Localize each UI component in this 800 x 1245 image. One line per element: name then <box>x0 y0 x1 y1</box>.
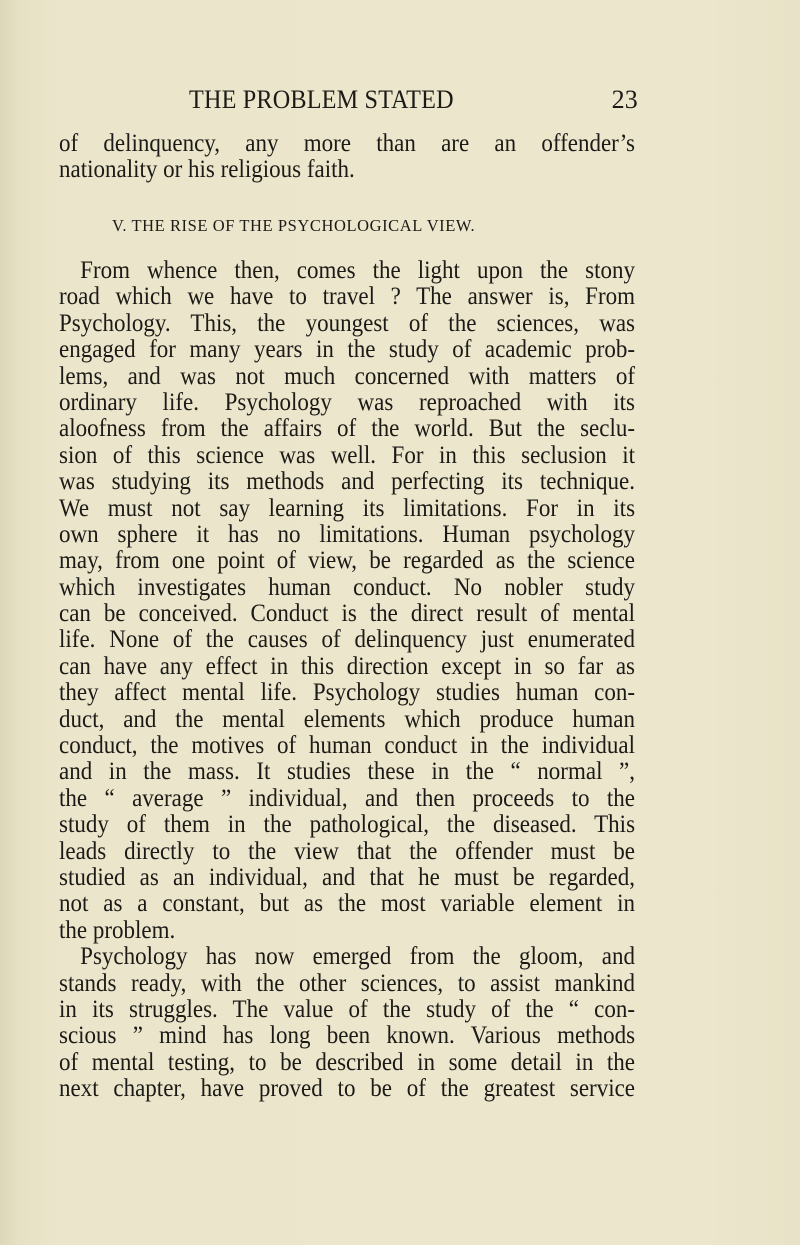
text-line: aloofness from the affairs of the world. But the seclu- <box>59 415 636 443</box>
text-line: We must not say learning its limitations. For in its <box>59 494 636 522</box>
page-number: 23 <box>611 85 638 114</box>
text-line: life. None of the causes of delinquency just enumerated <box>59 626 636 654</box>
text-line: own sphere it has no limitations. Human psychology <box>59 520 636 548</box>
text-line: they affect mental life. Psychology studies human con- <box>59 679 636 707</box>
text-line: the “ average ” individual, and then proceeds to the <box>59 784 636 812</box>
text-line: engaged for many years in the study of academic prob- <box>59 336 636 364</box>
paragraph-2 <box>59 944 635 1102</box>
text-line: can have any effect in this direction except in so far as <box>59 652 636 680</box>
text-line: leads directly to the view that the offender must be <box>59 837 636 865</box>
text-line: Psychology has now emerged from the gloom, and <box>80 943 636 971</box>
section-body <box>59 258 635 1103</box>
section-heading: V. THE RISE OF THE PSYCHOLOGICAL VIEW. <box>112 216 476 235</box>
text-line: road which we have to travel ? The answer is, From <box>59 283 636 311</box>
text-line: sion of this science was well. For in this seclusion it <box>59 441 636 469</box>
text-line: scious ” mind has long been known. Various methods <box>59 1022 636 1050</box>
text-line: not as a constant, but as the most variable element in <box>59 890 636 918</box>
text-line: ordinary life. Psychology was reproached with its <box>59 388 636 416</box>
running-head <box>189 82 640 118</box>
text-line: of delinquency, any more than are an offender’s <box>59 130 636 157</box>
text-line: which investigates human conduct. No nobler study <box>59 573 636 601</box>
text-line: of mental testing, to be described in some detail in the <box>59 1048 636 1076</box>
text-line: lems, and was not much concerned with matters of <box>59 362 636 390</box>
text-line: nationality or his religious faith. <box>59 156 355 184</box>
text-line: From whence then, comes the light upon the stony <box>80 257 636 284</box>
text-line: study of them in the pathological, the diseased. This <box>59 811 636 839</box>
text-line: and in the mass. It studies these in the “ normal ”, <box>59 758 636 786</box>
text-line: was studying its methods and perfecting its technique. <box>59 468 636 496</box>
text-line: conduct, the motives of human conduct in the individual <box>59 732 636 760</box>
paragraph-1 <box>59 258 635 944</box>
text-line: duct, and the mental elements which produce human <box>59 705 636 733</box>
running-title: THE PROBLEM STATED <box>189 85 454 114</box>
text-line: may, from one point of view, be regarded as the science <box>59 547 636 575</box>
text-line: stands ready, with the other sciences, to assist mankind <box>59 969 636 997</box>
text-line: can be conceived. Conduct is the direct result of mental <box>59 600 636 628</box>
text-line: in its struggles. The value of the study of the “ con- <box>59 995 636 1023</box>
text-line: next chapter, have proved to be of the greatest service <box>59 1075 636 1103</box>
text-line: the problem. <box>59 916 176 944</box>
text-line: studied as an individual, and that he must be regarded, <box>59 863 636 891</box>
intro-continuation <box>59 131 635 184</box>
text-line: Psychology. This, the youngest of the sciences, was <box>59 309 636 337</box>
